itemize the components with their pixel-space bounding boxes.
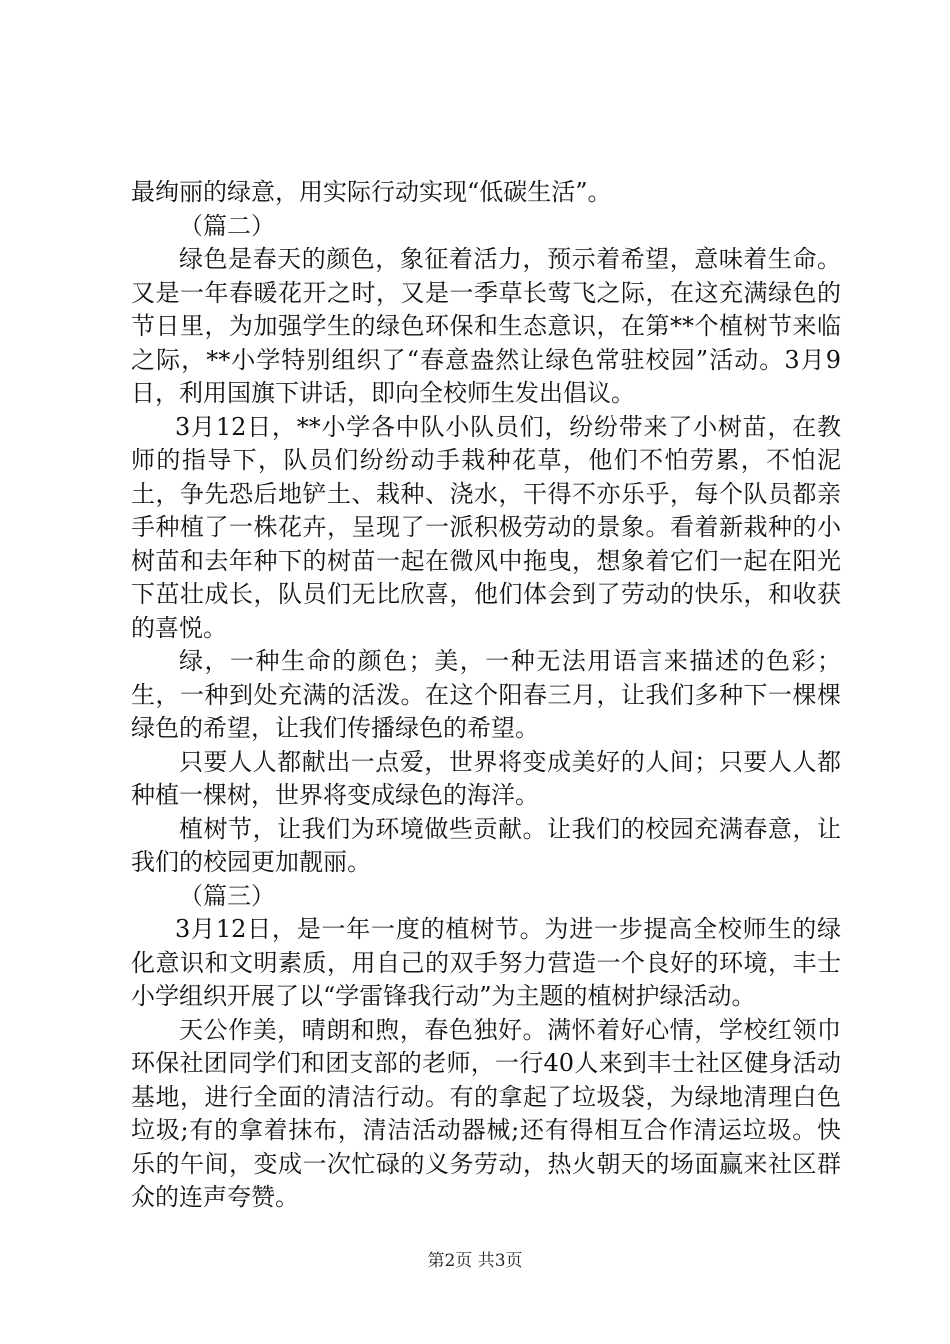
section-heading-part-two: （篇二） <box>179 211 275 240</box>
paragraph: 只要人人都献出一点爱，世界将变成美好的人间；只要人人都种植一棵树，世界将变成绿色的海洋。 <box>131 747 841 809</box>
paragraph: 3月12日，**小学各中队小队员们，纷纷带来了小树苗，在教师的指导下，队员们纷纷动手栽种花草，他们不怕劳累，不怕泥土，争先恐后地铲土、栽种、浇水，干得不亦乐乎，每个队员都亲手种植了一株花卉，呈现了一派积极劳动的景象。看着新栽种的小树苗和去年种下的树苗一起在微风中拖曳，想象着它们一起在阳光下茁壮成长，队员们无比欣喜，他们体会到了劳动的快乐，和收获的喜悦。 <box>131 412 841 642</box>
paragraph: 绿，一种生命的颜色；美，一种无法用语言来描述的色彩；生，一种到处充满的活泼。在这个阳春三月，让我们多种下一棵棵绿色的希望，让我们传播绿色的希望。 <box>131 647 841 742</box>
paragraph: 植树节，让我们为环境做些贡献。让我们的校园充满春意，让我们的校园更加靓丽。 <box>131 814 841 876</box>
section-heading-part-three: （篇三） <box>179 881 275 910</box>
paragraph: 3月12日，是一年一度的植树节。为进一步提高全校师生的绿化意识和文明素质，用自己的双手努力营造一个良好的环境，丰士小学组织开展了以“学雷锋我行动”为主题的植树护绿活动。 <box>131 915 841 1010</box>
document-body <box>131 176 841 1215</box>
paragraph: 天公作美，晴朗和煦，春色独好。满怀着好心情，学校红领巾环保社团同学们和团支部的老师，一行40人来到丰士社区健身活动基地，进行全面的清洁行动。有的拿起了垃圾袋，为绿地清理白色垃圾;有的拿着抹布，清洁活动器械;还有得相互合作清运垃圾。快乐的午间，变成一次忙碌的义务劳动，热火朝天的场面赢来社区群众的连声夸赞。 <box>131 1015 841 1211</box>
paragraph: 绿色是春天的颜色，象征着活力，预示着希望，意味着生命。又是一年春暖花开之时，又是一季草长莺飞之际，在这充满绿色的节日里，为加强学生的绿色环保和生态意识，在第**个植树节来临之际，**小学特别组织了“春意盎然让绿色常驻校园”活动。3月9日，利用国旗下讲话，即向全校师生发出倡议。 <box>131 245 841 407</box>
page-number-footer: 第2页 共3页 <box>427 1251 523 1271</box>
paragraph-continuation: 最绚丽的绿意，用实际行动实现“低碳生活”。 <box>131 178 612 206</box>
